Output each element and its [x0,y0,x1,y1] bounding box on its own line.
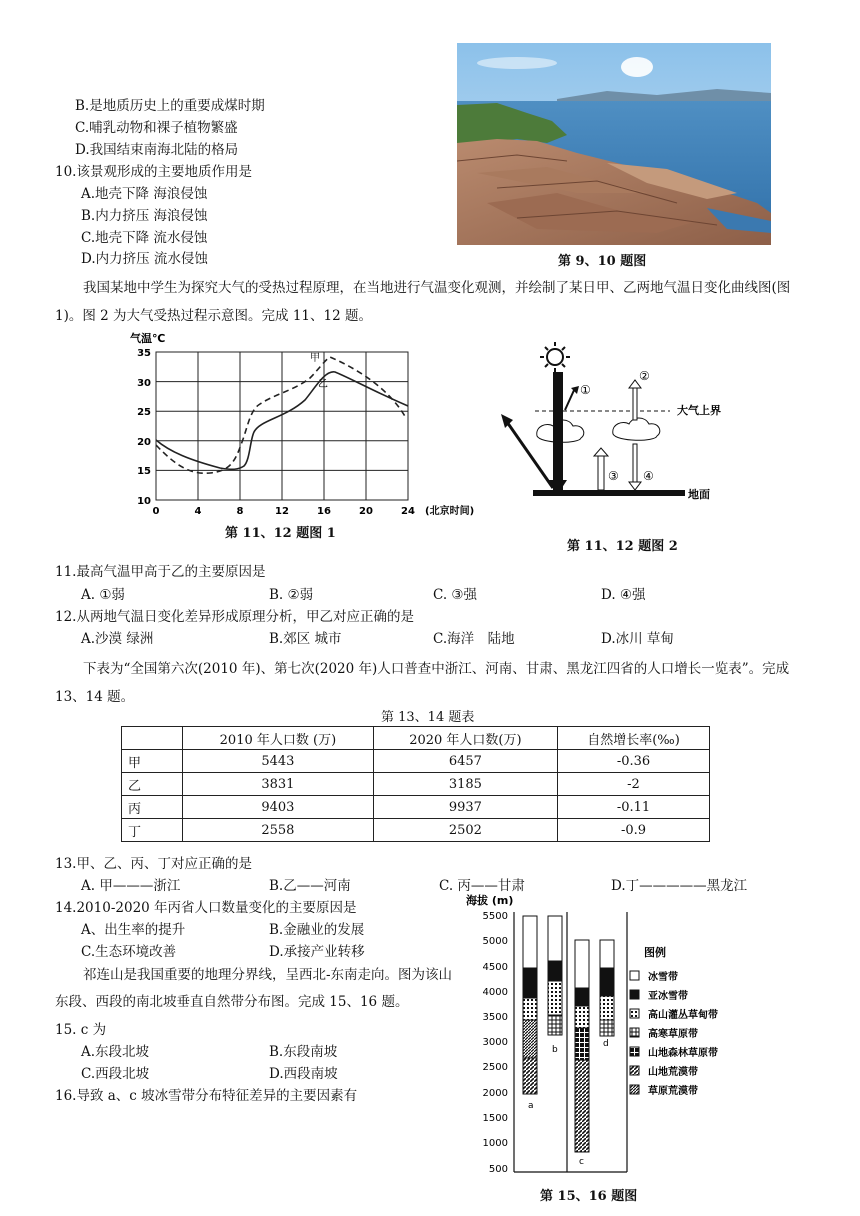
fig3-legend-item: 山地荒漠带 [648,1067,698,1078]
q10-option-b: B.内力挤压 海浪侵蚀 [81,208,208,224]
fig2-top-label: 大气上界 [677,404,721,417]
q10-option-d: D.内力挤压 流水侵蚀 [81,251,208,267]
fig3-y-tick: 500 [488,1164,508,1175]
q11-option-a: A. ①弱 [81,587,125,603]
q11-option-d: D. ④强 [601,587,646,603]
fig1-x-tick: 24 [401,506,415,517]
table-cell: 5443 [183,750,374,773]
fig3-col-label: c [579,1157,584,1167]
table-cell: 2502 [373,819,557,842]
fig3-y-tick: 1000 [482,1138,508,1149]
q13-option-d: D.丁—————黑龙江 [611,878,748,894]
q11-option-c: C. ③强 [433,587,478,603]
fig1-x-unit: (北京时间) [425,506,475,517]
fig1-x-tick: 8 [236,506,244,517]
population-table [121,726,710,842]
fig3-y-tick: 3500 [482,1012,508,1023]
fig1-x-tick: 12 [275,506,289,517]
q9-option-d: D.我国结束南海北陆的格局 [75,142,239,158]
fig1-x-tick: 16 [317,506,331,517]
table-row [122,773,710,796]
table-row [122,819,710,842]
table-header [122,727,183,750]
fig3-y-tick: 2000 [482,1088,508,1099]
fig3-y-tick: 4000 [482,987,508,998]
table-cell: 6457 [373,750,557,773]
q10-option-a: A.地壳下降 海浪侵蚀 [81,186,208,202]
table-row [122,796,710,819]
q14-option-d: D.承接产业转移 [269,944,365,960]
q15-option-d: D.西段南坡 [269,1066,338,1082]
q11-option-b: B. ②弱 [269,587,314,603]
fig1-y-tick: 35 [137,348,151,359]
fig3-y-tick: 2500 [482,1062,508,1073]
table-cell: -0.36 [557,750,709,773]
intro-paragraph-15-16: 祁连山是我国重要的地理分界线，呈西北-东南走向。图为该山东段、西段的南北坡垂直自然带分布图。完成 15、16 题。 [55,967,453,1010]
fig1-y-axis-label: 气温℃ [130,332,166,345]
fig1-label-yi: 乙 [318,379,328,390]
fig3-legend-item: 高寒草原带 [648,1029,698,1040]
intro-paragraph-13-14: 下表为“全国第六次(2010 年)、第七次(2020 年)人口普查中浙江、河南、甘肃、黑龙江四省的人口增长一览表”。完成 13、14 题。 [55,661,790,705]
table-header: 2020 年人口数(万) [373,727,557,750]
fig3-legend-item: 冰雪带 [648,972,678,983]
table-header: 自然增长率(‰) [557,727,709,750]
fig1-y-tick: 15 [137,466,151,477]
q13-option-c: C. 丙——甘肃 [439,878,525,894]
table-cell: 9937 [373,796,557,819]
table-header-row [122,727,710,750]
q14-option-b: B.金融业的发展 [269,922,365,938]
photo-caption: 第 9、10 题图 [558,254,647,269]
q15-option-b: B.东段南坡 [269,1044,338,1060]
fig1-x-tick: 4 [194,506,202,517]
fig2-label-4: ④ [643,469,654,483]
fig3-col-label: d [603,1039,609,1049]
fig3-y-tick: 3000 [482,1037,508,1048]
q9-option-c: C.哺乳动物和裸子植物繁盛 [75,120,238,136]
table-cell: 甲 [122,750,183,773]
q14-stem: 14.2010-2020 年丙省人口数量变化的主要原因是 [55,900,357,916]
fig2-label-3: ③ [608,469,619,483]
table-cell: 丁 [122,819,183,842]
temperature-chart-fig1 [120,330,500,520]
fig3-legend-item: 山地森林草原带 [648,1048,718,1059]
table-cell: 3831 [183,773,374,796]
q15-option-c: C.西段北坡 [81,1066,150,1082]
fig3-col-label: a [528,1101,534,1111]
q9-option-b: B.是地质历史上的重要成煤时期 [75,98,265,114]
table-header: 2010 年人口数 (万) [183,727,374,750]
fig1-y-tick: 20 [137,437,151,448]
q12-option-c: C.海洋 陆地 [433,631,515,647]
fig1-label-jia: 甲 [310,353,320,364]
fig3-y-tick: 1500 [482,1113,508,1124]
fig3-y-tick: 5000 [482,936,508,947]
fig3-y-axis-label: 海拔 (m) [466,894,514,907]
table-cell: 2558 [183,819,374,842]
fig2-ground-label: 地面 [688,488,710,501]
table-cell: -0.9 [557,819,709,842]
table-cell: 乙 [122,773,183,796]
fig3-legend-item: 亚冰雪带 [648,991,688,1002]
fig3-legend-title: 图例 [644,946,666,959]
table-cell: -2 [557,773,709,796]
table-caption: 第 13、14 题表 [381,710,475,725]
q12-stem: 12.从两地气温日变化差异形成原理分析，甲乙对应正确的是 [55,609,414,625]
intro-paragraph-11-12: 我国某地中学生为探究大气的受热过程原理，在当地进行气温变化观测，并绘制了某日甲、乙两地气温日变化曲线图(图 1)。图 2 为大气受热过程示意图。完成 11、12 题。 [55,280,791,324]
fig2-caption: 第 11、12 题图 2 [567,539,678,554]
q11-stem: 11.最高气温甲高于乙的主要原因是 [55,564,266,580]
fig3-col-label: b [552,1045,558,1055]
q13-stem: 13.甲、乙、丙、丁对应正确的是 [55,856,252,872]
q12-option-a: A.沙漠 绿洲 [81,631,154,647]
table-cell: 9403 [183,796,374,819]
coastal-landscape-photo [457,43,771,245]
fig3-y-tick: 4500 [482,962,508,973]
q12-option-b: B.郊区 城市 [269,631,342,647]
fig1-x-tick: 20 [359,506,373,517]
fig2-label-2: ② [639,369,650,383]
sun-icon [540,342,570,372]
table-cell: -0.11 [557,796,709,819]
fig1-y-tick: 30 [137,378,151,389]
fig2-label-1: ① [580,383,591,397]
table-row [122,750,710,773]
fig3-caption: 第 15、16 题图 [540,1189,638,1204]
fig3-y-tick: 5500 [482,911,508,922]
q14-option-a: A、出生率的提升 [81,922,186,938]
atmosphere-heating-fig2 [495,340,735,510]
q13-option-b: B.乙——河南 [269,878,351,894]
q15-stem: 15. c 为 [55,1022,107,1038]
fig1-y-tick: 10 [137,496,151,507]
table-cell: 丙 [122,796,183,819]
q15-option-a: A.东段北坡 [81,1044,150,1060]
vertical-zones-fig3 [462,890,792,1180]
table-cell: 3185 [373,773,557,796]
q10-option-c: C.地壳下降 流水侵蚀 [81,230,208,246]
fig1-x-tick: 0 [152,506,160,517]
q10-stem: 10.该景观形成的主要地质作用是 [55,164,252,180]
fig3-legend-item: 高山灌丛草甸带 [648,1010,718,1021]
q13-option-a: A. 甲———浙江 [81,878,181,894]
q14-option-c: C.生态环境改善 [81,944,177,960]
q12-option-d: D.冰川 草甸 [601,631,674,647]
fig3-legend-item: 草原荒漠带 [648,1086,698,1097]
fig1-caption: 第 11、12 题图 1 [225,526,336,541]
fig1-y-tick: 25 [137,407,151,418]
q16-stem: 16.导致 a、c 坡冰雪带分布特征差异的主要因素有 [55,1088,358,1104]
